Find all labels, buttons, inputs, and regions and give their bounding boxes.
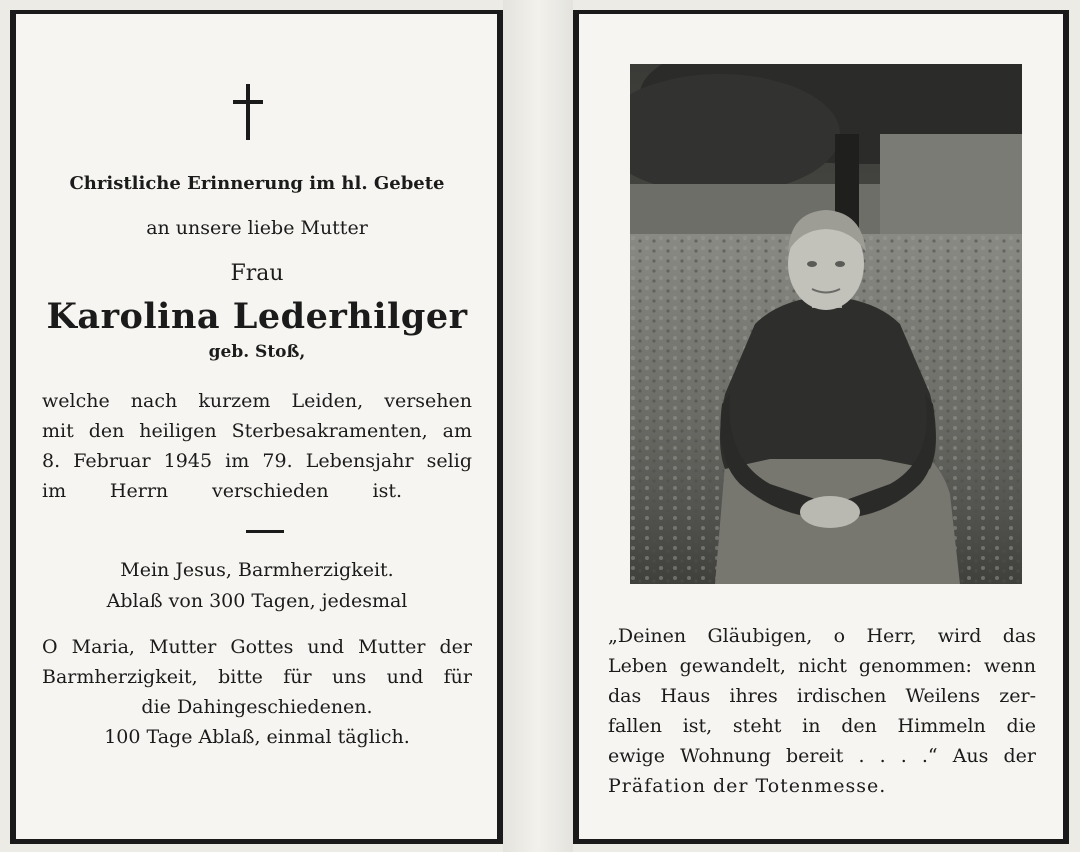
card-fold <box>503 0 573 852</box>
prayer-line: Barmherzigkeit, bitte für uns und für <box>42 666 472 688</box>
bio-line: mit den heiligen Sterbesakramenten, am <box>42 420 472 442</box>
memorial-text-panel <box>10 10 503 844</box>
birth-name: geb. Stoß, <box>208 342 306 362</box>
divider <box>246 530 284 533</box>
prayer-line: Ablaß von 300 Tagen, jedesmal <box>106 590 408 612</box>
prayer-line: 100 Tage Ablaß, einmal täglich. <box>104 726 410 748</box>
prayer-line: Mein Jesus, Barmherzigkeit. <box>120 559 394 581</box>
cross-icon <box>233 84 263 140</box>
bio-line: 8. Februar 1945 im 79. Lebensjahr selig <box>42 450 472 472</box>
quote-line: das Haus ihres irdischen Weilens zer- <box>608 685 1036 707</box>
deceased-name: Karolina Lederhilger <box>46 296 468 337</box>
bio-line: im Herrn verschieden ist. <box>42 480 402 502</box>
prayer-line: O Maria, Mutter Gottes und Mutter der <box>42 636 472 658</box>
bio-line: welche nach kurzem Leiden, versehen <box>42 390 472 412</box>
subheading: an unsere liebe Mutter <box>146 217 368 239</box>
prayer-line: die Dahingeschiedenen. <box>141 696 373 718</box>
salutation: Frau <box>230 261 284 286</box>
memorial-photo-panel <box>573 10 1069 844</box>
portrait-photo <box>630 64 1022 584</box>
quote-line: „Deinen Gläubigen, o Herr, wird das <box>608 625 1036 647</box>
quote-line: Leben gewandelt, nicht genommen: wenn <box>608 655 1036 677</box>
quote-line: fallen ist, steht in den Himmeln die <box>608 715 1036 737</box>
quote-line: ewige Wohnung bereit . . . .“ Aus der <box>608 745 1036 767</box>
heading: Christliche Erinnerung im hl. Gebete <box>69 173 445 194</box>
quote-line: Präfation der Totenmesse. <box>608 775 887 797</box>
